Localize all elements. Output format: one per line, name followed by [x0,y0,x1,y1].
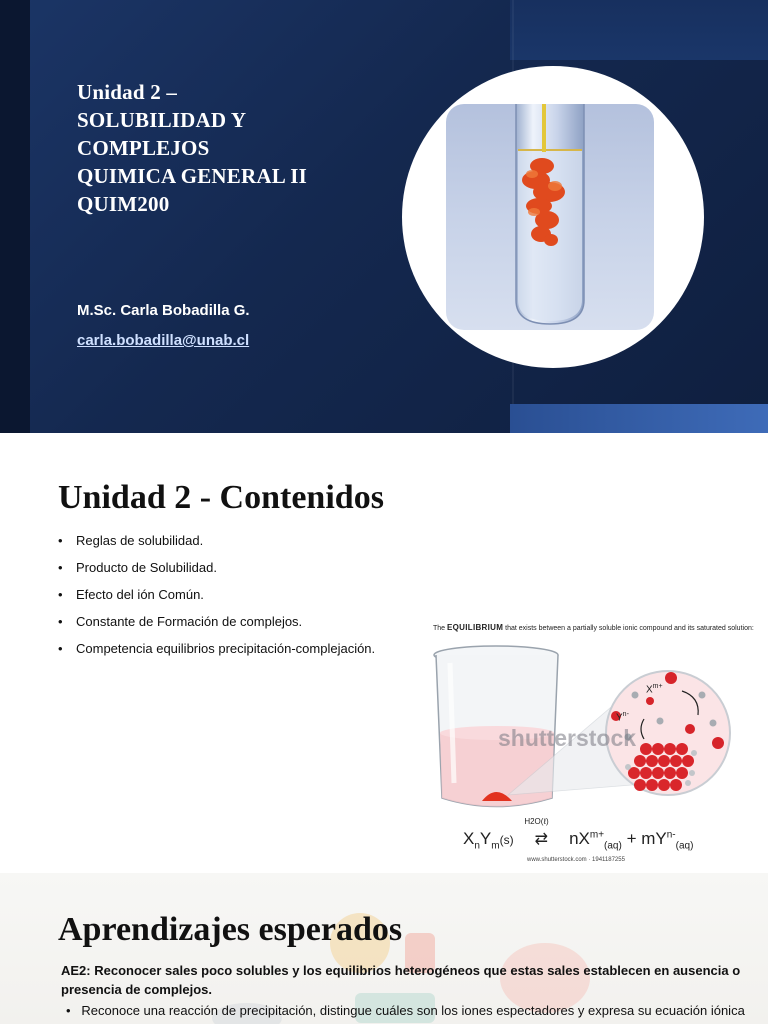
slide-title [77,78,397,218]
title-line: SOLUBILIDAD Y [77,108,247,132]
ion-y-symbol: Y [616,712,623,724]
ion-x-label [646,683,663,695]
author-name: M.Sc. Carla Bobadilla G. [77,302,250,319]
eq-lhs-x: X [463,829,475,848]
outcome-bullet: • Reconoce una reacción de precipitación, distingue cuáles son los iones espectadores y expresa su ecuación iónica [66,1003,745,1018]
slide-left-band [0,0,30,433]
ion-y-label [616,711,629,723]
eq-lhs-state: (s) [499,833,514,847]
author-email-link[interactable]: carla.bobadilla@unab.cl [77,332,250,349]
list-item: • Efecto del ión Común. [58,585,375,612]
title-line: COMPLEJOS [77,136,210,160]
caption-keyword: EQUILIBRIUM [447,623,504,632]
caption-prefix: The [433,625,446,632]
contents-title: Unidad 2 - Contenidos [58,479,384,516]
list-item: • Constante de Formación de complejos. [58,612,375,639]
eq-lhs-m: m [491,840,500,852]
eq-plus: + [626,829,637,848]
learning-outcomes-slide [0,873,768,1024]
eq-lhs-y: Y [479,829,492,848]
ion-x-symbol: X [646,684,653,696]
eq-arrow-label: H2O(ℓ) [524,817,549,826]
outcomes-title: Aprendizajes esperados [58,911,403,948]
caption-suffix: that exists between a partially soluble ionic compound and its saturated solution: [505,625,754,632]
equilibrium-equation [463,817,694,852]
eq-rhs2-state: (aq) [675,840,694,852]
outcome-ae2: AE2: Reconocer sales poco solubles y los equilibrios heterogéneos que estas sales establecen en ausencia o presencia de complejos. [61,963,741,997]
title-slide [0,0,768,433]
title-line: Unidad 2 – [77,80,178,104]
list-item: • Producto de Solubilidad. [58,558,375,585]
test-tube-illustration [446,104,654,330]
eq-lhs-n: n [474,840,480,852]
ion-y-charge: n- [622,711,629,718]
ion-x-charge: m+ [652,683,663,690]
list-item: • Competencia equilibrios precipitación-complejación. [58,639,375,666]
eq-rhs1-charge: m+ [589,829,605,841]
watermark: shutterstock [498,725,637,751]
outcome-bullet-text: Reconoce una reacción de precipitación, distingue cuáles son los iones espectadores y expresa su ecuación iónica [81,1003,745,1018]
figure-caption [433,623,754,632]
eq-rhs2-coef: mY [641,829,667,848]
test-tube-photo [446,104,654,330]
title-line: QUIMICA GENERAL II [77,164,307,188]
eq-rhs1-state: (aq) [604,840,622,852]
equilibrium-arrow-icon: H2O(ℓ) ⇄ [524,817,549,848]
list-item: • Reglas de solubilidad. [58,531,375,558]
contents-list [58,531,375,666]
slide-top-band [510,0,768,60]
image-credit: www.shutterstock.com · 1941187255 [527,857,625,863]
contents-slide [0,433,768,873]
eq-rhs2-charge: n- [666,829,676,841]
eq-rhs1-coef: nX [569,829,590,848]
slide-accent-band [510,404,768,433]
title-line: QUIM200 [77,192,170,216]
